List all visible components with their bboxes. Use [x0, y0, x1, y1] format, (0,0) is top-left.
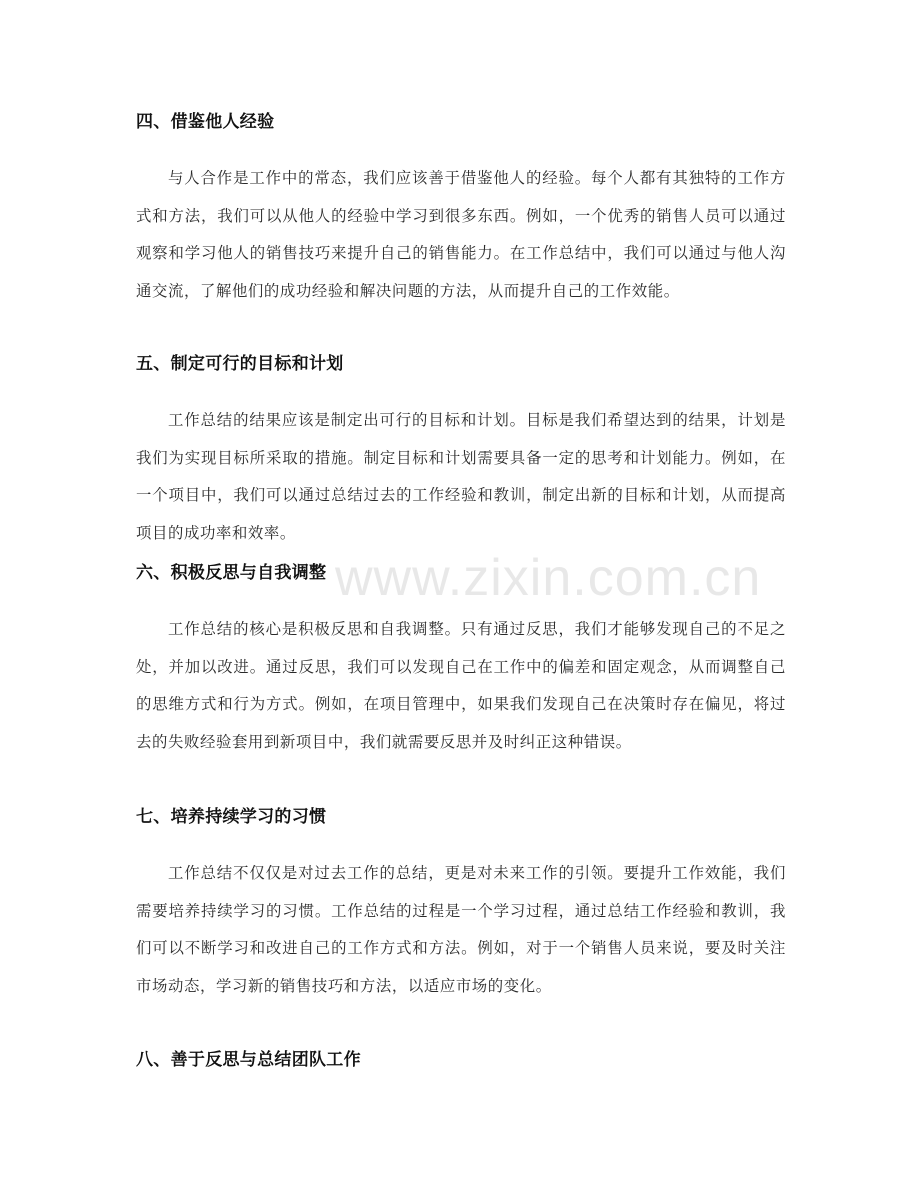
- section-7: [136, 805, 786, 1005]
- section-heading: 五、制定可行的目标和计划: [136, 354, 344, 374]
- section-heading: 八、善于反思与总结团队工作: [136, 1050, 361, 1070]
- watermark: www.zixin.com.cn: [335, 549, 762, 607]
- section-6: [136, 561, 786, 761]
- section-paragraph: 工作总结不仅仅是对过去工作的总结，更是对未来工作的引领。要提升工作效能，我们需要培养持续学习的习惯。工作总结的过程是一个学习过程，通过总结工作经验和教训，我们可以不断学习和改进自己的工作方式和方法。例如，对于一个销售人员来说，要及时关注市场动态，学习新的销售技巧和方法，以适应市场的变化。: [136, 864, 786, 995]
- section-4: [136, 110, 786, 310]
- section-heading: 四、借鉴他人经验: [136, 112, 275, 132]
- section-5: [136, 352, 786, 552]
- section-paragraph: 工作总结的结果应该是制定出可行的目标和计划。目标是我们希望达到的结果，计划是我们为实现目标所采取的措施。制定目标和计划需要具备一定的思考和计划能力。例如，在一个项目中，我们可以通过总结过去的工作经验和教训，制定出新的目标和计划，从而提高项目的成功率和效率。: [136, 411, 786, 542]
- section-paragraph: 工作总结的核心是积极反思和自我调整。只有通过反思，我们才能够发现自己的不足之处，并加以改进。通过反思，我们可以发现自己在工作中的偏差和固定观念，从而调整自己的思维方式和行为方式。例如，在项目管理中，如果我们发现自己在决策时存在偏见，将过去的失败经验套用到新项目中，我们就需要反思并及时纠正这种错误。: [136, 620, 786, 751]
- section-paragraph: 与人合作是工作中的常态，我们应该善于借鉴他人的经验。每个人都有其独特的工作方式和方法，我们可以从他人的经验中学习到很多东西。例如，一个优秀的销售人员可以通过观察和学习他人的销售技巧来提升自己的销售能力。在工作总结中，我们可以通过与他人沟通交流，了解他们的成功经验和解决问题的方法，从而提升自己的工作效能。: [136, 169, 786, 300]
- section-heading: 七、培养持续学习的习惯: [136, 807, 327, 827]
- section-heading: 六、积极反思与自我调整: [136, 563, 327, 583]
- section-8: [136, 1048, 786, 1072]
